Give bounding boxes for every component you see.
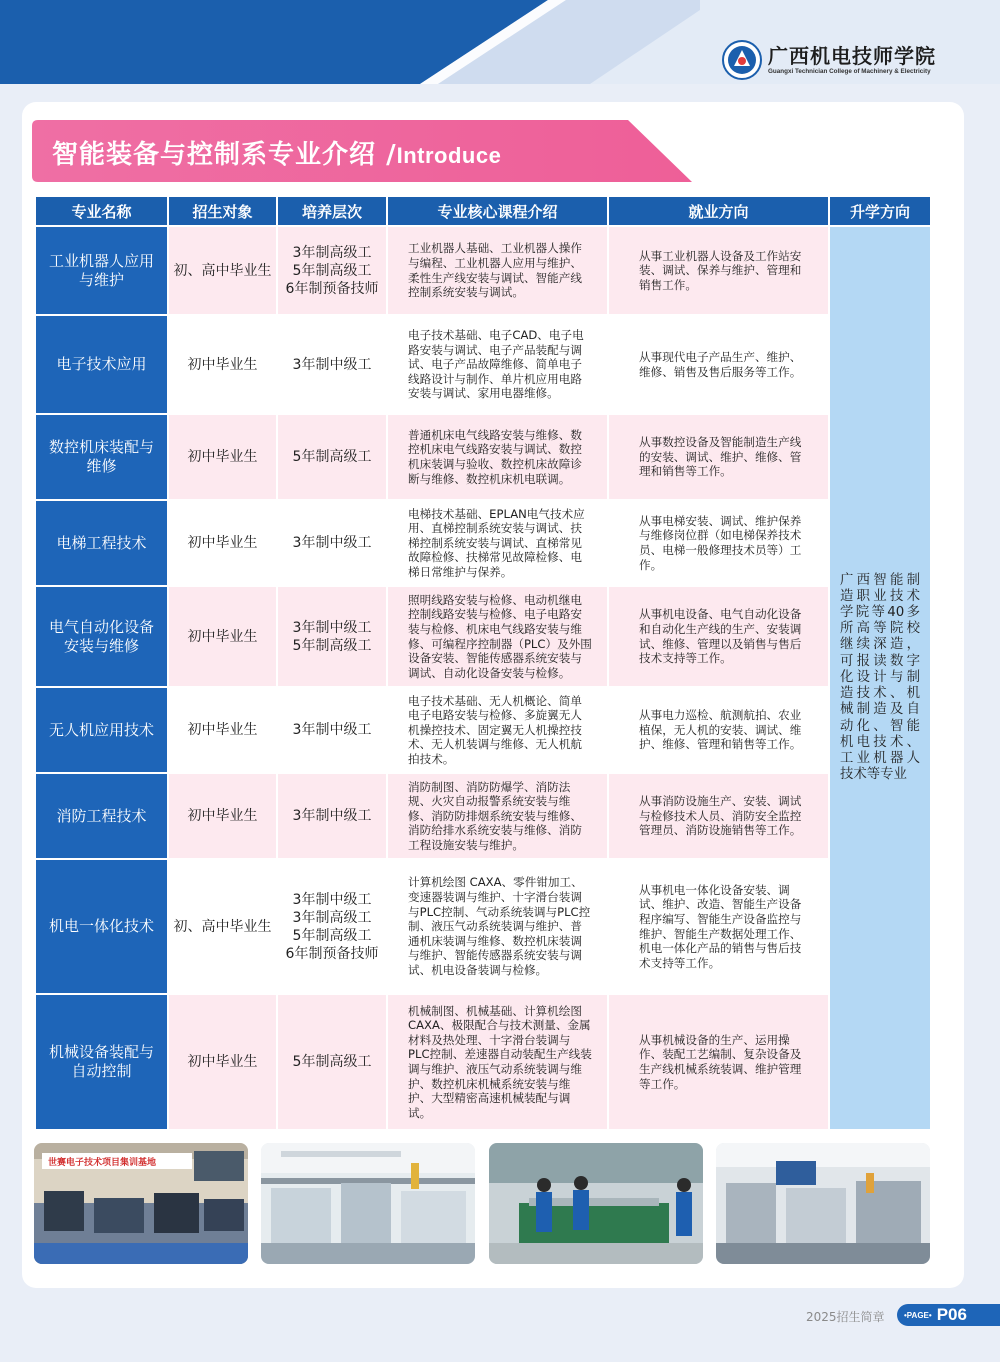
table-row xyxy=(35,500,931,586)
header-courses: 专业核心课程介绍 xyxy=(387,196,608,226)
major-jobs: 从事机械设备的生产、运用操作、装配工艺编制、复杂设备及生产线机械系统装调、维护管理等工作。 xyxy=(608,994,829,1130)
page-title-separator: / xyxy=(386,140,397,170)
major-target: 初、高中毕业生 xyxy=(168,226,277,315)
page-tag xyxy=(897,1304,1000,1326)
major-level: 5年制高级工 xyxy=(277,414,387,500)
major-name: 数控机床装配与维修 xyxy=(35,414,168,500)
major-name: 机电一体化技术 xyxy=(35,859,168,994)
major-courses: 电子技术基础、无人机概论、简单电子电路安装与检修、多旋翼无人机操控技术、固定翼无人机操控技术、无人机装调与维修、无人机航拍技术。 xyxy=(387,687,608,773)
major-courses: 计算机绘图 CAXA、零件钳加工、变速器装调与维护、十字滑台装调与PLC控制、气动系统装调与PLC控制、液压气动系统装调与维护、普通机床装调与维修、数控机床装调与维护、智能传感器系统安装与调试、机电设备装调与检修。 xyxy=(387,859,608,994)
photo-students-training xyxy=(489,1143,703,1264)
major-courses: 普通机床电气线路安装与维修、数控机床电气线路安装与调试、数控机床装调与验收、数控机床故障诊断与维修、数控机床机电联调。 xyxy=(387,414,608,500)
brochure-label: 2025招生简章 xyxy=(806,1310,885,1324)
major-target: 初中毕业生 xyxy=(168,994,277,1130)
page-title xyxy=(52,134,501,171)
school-logo xyxy=(722,40,936,80)
major-jobs: 从事电梯安装、调试、维护保养与维修岗位群（如电梯保养技术员、电梯一般修理技术员等）工作。 xyxy=(608,500,829,586)
header-level: 培养层次 xyxy=(277,196,387,226)
major-name: 无人机应用技术 xyxy=(35,687,168,773)
photo-students-training-image xyxy=(489,1143,703,1264)
photo-automation-lab xyxy=(716,1143,930,1264)
photo-production-line-image xyxy=(261,1143,475,1264)
major-jobs: 从事电力巡检、航测航拍、农业植保，无人机的安装、调试、维护、维修、管理和销售等工作。 xyxy=(608,687,829,773)
header-further-study: 升学方向 xyxy=(829,196,931,226)
major-courses: 机械制图、机械基础、计算机绘图 CAXA、极限配合与技术测量、金属材料及热处理、十字滑台装调与 PLC控制、差速器自动装配生产线装调与维护、液压气动系统装调与维护、数控机床机械系统安装与维护、大型精密高速机械装配与调试。 xyxy=(387,994,608,1130)
school-name-cn: 广西机电技师学院 xyxy=(768,43,936,68)
major-courses: 工业机器人基础、工业机器人操作与编程、工业机器人应用与维护、柔性生产线安装与调试、智能产线控制系统安装与调试。 xyxy=(387,226,608,315)
photo-production-line xyxy=(261,1143,475,1264)
major-target: 初中毕业生 xyxy=(168,315,277,414)
page-title-sub: Introduce xyxy=(396,143,502,168)
table-row xyxy=(35,687,931,773)
header-major-name: 专业名称 xyxy=(35,196,168,226)
major-courses: 电子技术基础、电子CAD、电子电路安装与调试、电子产品装配与调试、电子产品故障维修、简单电子线路设计与制作、单片机应用电路安装与调试、家用电器维修。 xyxy=(387,315,608,414)
header-target: 招生对象 xyxy=(168,196,277,226)
major-jobs: 从事工业机器人设备及工作站安装、调试、保养与维护、管理和销售工作。 xyxy=(608,226,829,315)
major-level: 3年制中级工 xyxy=(277,315,387,414)
major-target: 初中毕业生 xyxy=(168,414,277,500)
major-jobs: 从事现代电子产品生产、维护、维修、销售及售后服务等工作。 xyxy=(608,315,829,414)
major-name: 机械设备装配与自动控制 xyxy=(35,994,168,1130)
major-courses: 照明线路安装与检修、电动机继电控制线路安装与检修、电子电路安装与检修、机床电气线路安装与维修、可编程序控制器（PLC）及外围设备安装、智能传感器系统安装与调试、自动化设备安装与检修。 xyxy=(387,586,608,687)
major-level: 3年制中级工 xyxy=(277,773,387,859)
major-level: 3年制高级工 5年制高级工 6年制预备技师 xyxy=(277,226,387,315)
major-name: 电气自动化设备安装与维修 xyxy=(35,586,168,687)
table-row xyxy=(35,315,931,414)
photo-strip xyxy=(34,1143,930,1264)
page-title-main: 智能装备与控制系专业介绍 xyxy=(52,140,377,170)
major-table xyxy=(34,195,932,1131)
table-row xyxy=(35,226,931,315)
major-courses: 消防制图、消防防爆学、消防法规、火灾自动报警系统安装与维修、消防防排烟系统安装与维修、消防给排水系统安装与维修、消防工程设施安装与维护。 xyxy=(387,773,608,859)
table-row xyxy=(35,859,931,994)
major-jobs: 从事数控设备及智能制造生产线的安装、调试、维护、维修、管理和销售等工作。 xyxy=(608,414,829,500)
major-level: 3年制中级工 xyxy=(277,500,387,586)
major-name: 消防工程技术 xyxy=(35,773,168,859)
major-target: 初中毕业生 xyxy=(168,687,277,773)
page-label: •PAGE• xyxy=(904,1310,932,1320)
major-level: 3年制中级工 xyxy=(277,687,387,773)
major-target: 初中毕业生 xyxy=(168,586,277,687)
table-header-row xyxy=(35,196,931,226)
photo-automation-lab-image xyxy=(716,1143,930,1264)
major-level: 3年制中级工 5年制高级工 xyxy=(277,586,387,687)
table-row xyxy=(35,414,931,500)
header-jobs: 就业方向 xyxy=(608,196,829,226)
major-jobs: 从事机电设备、电气自动化设备和自动化生产线的生产、安装调试、维修、管理以及销售与售后技术支持等工作。 xyxy=(608,586,829,687)
major-jobs: 从事消防设施生产、安装、调试与检修技术人员、消防安全监控管理员、消防设施销售等工作。 xyxy=(608,773,829,859)
major-level: 5年制高级工 xyxy=(277,994,387,1130)
table-row xyxy=(35,586,931,687)
major-name: 工业机器人应用与维护 xyxy=(35,226,168,315)
further-study: 广西智能制造职业技术学院等40多所高等院校继续深造，可报读数字化设计与制造技术、机械制造及自动化、智能机电技术、工业机器人技术等专业 xyxy=(829,226,931,1130)
page-number: P06 xyxy=(936,1305,967,1324)
major-target: 初中毕业生 xyxy=(168,500,277,586)
school-name-en: Guangxi Technician College of Machinery & Electricity xyxy=(768,67,931,75)
major-name: 电子技术应用 xyxy=(35,315,168,414)
table-row xyxy=(35,994,931,1130)
table-row xyxy=(35,773,931,859)
major-courses: 电梯技术基础、EPLAN电气技术应用、直梯控制系统安装与调试、扶梯控制系统安装与调试、直梯常见故障检修、扶梯常见故障检修、电梯日常维护与保养。 xyxy=(387,500,608,586)
major-jobs: 从事机电一体化设备安装、调试、维护、改造、智能生产设备程序编写、智能生产设备监控与维护、智能生产数据处理工作、机电一体化产品的销售与售后技术支持等工作。 xyxy=(608,859,829,994)
school-emblem-icon xyxy=(722,40,762,80)
major-target: 初、高中毕业生 xyxy=(168,859,277,994)
major-target: 初中毕业生 xyxy=(168,773,277,859)
major-level: 3年制中级工 3年制高级工 5年制高级工 6年制预备技师 xyxy=(277,859,387,994)
photo-electronics-lab-image xyxy=(34,1143,248,1264)
major-name: 电梯工程技术 xyxy=(35,500,168,586)
photo-banner-text: 世赛电子技术项目集训基地 xyxy=(48,1158,157,1168)
photo-electronics-lab xyxy=(34,1143,248,1264)
